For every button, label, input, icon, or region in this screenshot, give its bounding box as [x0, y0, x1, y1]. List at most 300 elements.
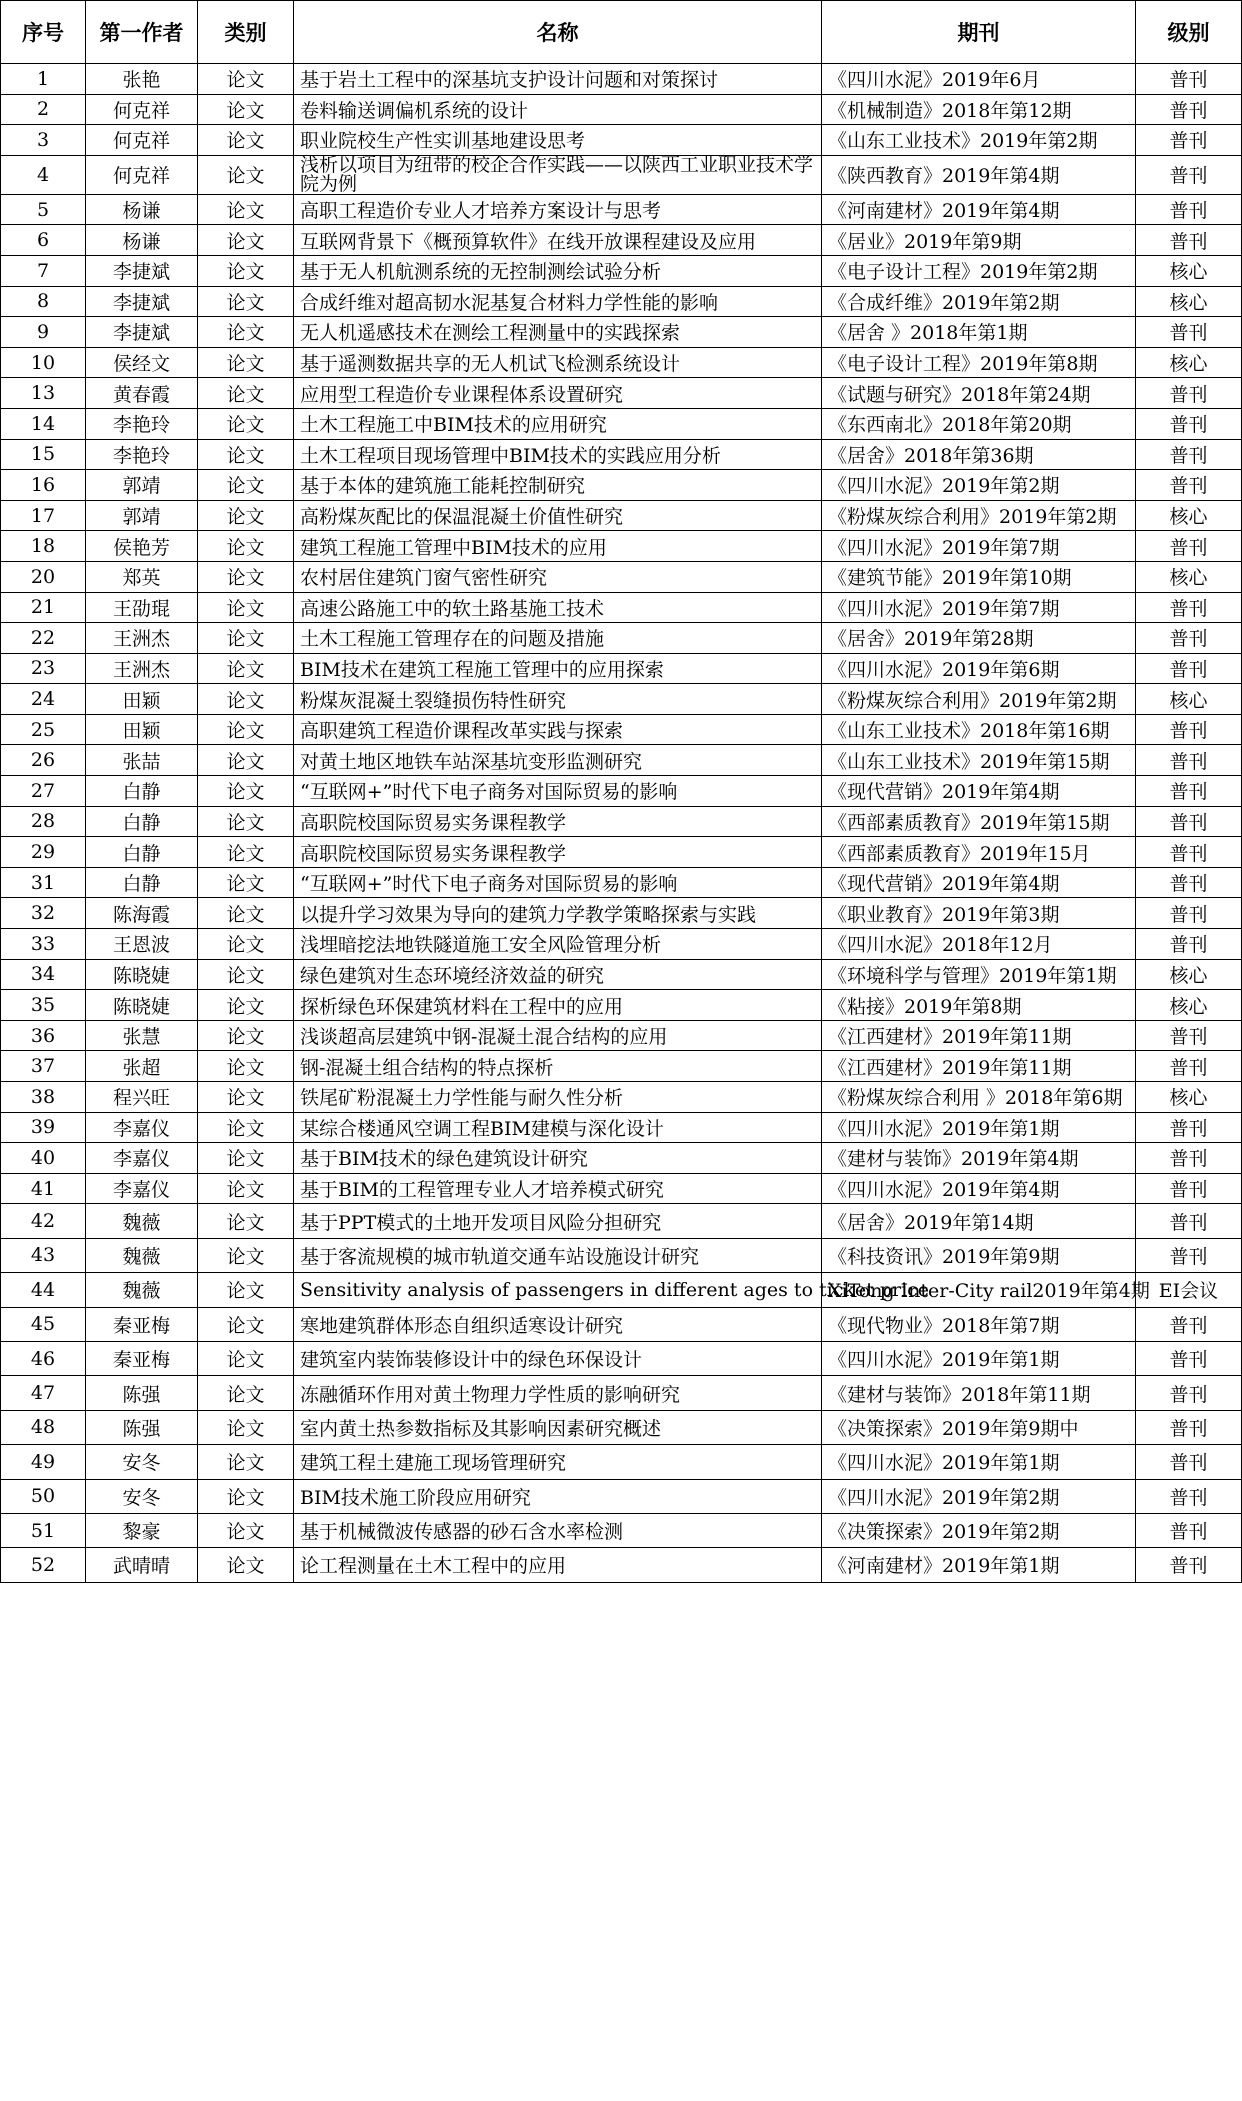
cell-title: 高速公路施工中的软土路基施工技术 [294, 592, 822, 623]
cell-level: 普刊 [1136, 194, 1242, 225]
cell-level: 普刊 [1136, 1445, 1242, 1479]
cell-level: 核心 [1136, 959, 1242, 990]
cell-index: 47 [1, 1376, 86, 1410]
cell-journal: 《四川水泥》2019年第4期 [822, 1173, 1136, 1204]
cell-journal: 《粉煤灰综合利用》2019年第2期 [822, 684, 1136, 715]
cell-category: 论文 [198, 1082, 294, 1113]
cell-category: 论文 [198, 1479, 294, 1513]
cell-journal: 《四川水泥》2018年12月 [822, 929, 1136, 960]
cell-level: 普刊 [1136, 125, 1242, 156]
cell-title: 基于BIM的工程管理专业人才培养模式研究 [294, 1173, 822, 1204]
cell-level: 普刊 [1136, 1548, 1242, 1582]
cell-title: 寒地建筑群体形态自组织适寒设计研究 [294, 1307, 822, 1341]
cell-index: 38 [1, 1082, 86, 1113]
cell-first-author: 何克祥 [86, 155, 198, 194]
cell-category: 论文 [198, 1143, 294, 1174]
cell-category: 论文 [198, 745, 294, 776]
cell-index: 35 [1, 990, 86, 1021]
cell-title: 基于客流规模的城市轨道交通车站设施设计研究 [294, 1238, 822, 1272]
cell-category: 论文 [198, 1238, 294, 1272]
cell-title: 合成纤维对超高韧水泥基复合材料力学性能的影响 [294, 286, 822, 317]
cell-first-author: 黄春霞 [86, 378, 198, 409]
cell-category: 论文 [198, 1376, 294, 1410]
cell-index: 4 [1, 155, 86, 194]
header-level: 级别 [1136, 1, 1242, 64]
cell-first-author: 安冬 [86, 1479, 198, 1513]
table-row [1, 1143, 1242, 1174]
table-row [1, 1307, 1242, 1341]
table-row [1, 1112, 1242, 1143]
cell-journal: 《西部素质教育》2019年第15期 [822, 806, 1136, 837]
cell-category: 论文 [198, 714, 294, 745]
cell-journal: 《四川水泥》2019年第6期 [822, 653, 1136, 684]
cell-first-author: 郭靖 [86, 470, 198, 501]
cell-title: 论工程测量在土木工程中的应用 [294, 1548, 822, 1582]
table-row [1, 1479, 1242, 1513]
cell-level: 普刊 [1136, 1143, 1242, 1174]
cell-journal: 《山东工业技术》2019年第2期 [822, 125, 1136, 156]
table-row [1, 500, 1242, 531]
cell-index: 52 [1, 1548, 86, 1582]
cell-category: 论文 [198, 898, 294, 929]
cell-level: 核心 [1136, 684, 1242, 715]
cell-title: 建筑室内装饰装修设计中的绿色环保设计 [294, 1341, 822, 1375]
cell-first-author: 杨谦 [86, 194, 198, 225]
cell-journal: 《四川水泥》2019年第2期 [822, 470, 1136, 501]
cell-index: 6 [1, 225, 86, 256]
cell-level: 普刊 [1136, 1513, 1242, 1547]
cell-title: Sensitivity analysis of passengers in different ages to ticket price [294, 1273, 822, 1307]
cell-index: 45 [1, 1307, 86, 1341]
cell-level: 普刊 [1136, 225, 1242, 256]
cell-level: 普刊 [1136, 898, 1242, 929]
cell-index: 13 [1, 378, 86, 409]
cell-level: 普刊 [1136, 64, 1242, 95]
cell-journal: 《四川水泥》2019年第1期 [822, 1445, 1136, 1479]
cell-level: 普刊 [1136, 867, 1242, 898]
cell-first-author: 郑英 [86, 561, 198, 592]
cell-journal: 《四川水泥》2019年第1期 [822, 1341, 1136, 1375]
cell-category: 论文 [198, 929, 294, 960]
cell-first-author: 郭靖 [86, 500, 198, 531]
cell-category: 论文 [198, 1548, 294, 1582]
cell-index: 48 [1, 1410, 86, 1444]
cell-journal: 《决策探索》2019年第9期中 [822, 1410, 1136, 1444]
table-row [1, 439, 1242, 470]
cell-first-author: 侯艳芳 [86, 531, 198, 562]
header-first-author: 第一作者 [86, 1, 198, 64]
cell-category: 论文 [198, 653, 294, 684]
cell-level: 核心 [1136, 1082, 1242, 1113]
cell-first-author: 田颖 [86, 684, 198, 715]
cell-level: 普刊 [1136, 806, 1242, 837]
cell-title: 探析绿色环保建筑材料在工程中的应用 [294, 990, 822, 1021]
cell-journal: 《电子设计工程》2019年第8期 [822, 347, 1136, 378]
cell-first-author: 武晴晴 [86, 1548, 198, 1582]
cell-level: 核心 [1136, 500, 1242, 531]
cell-index: 39 [1, 1112, 86, 1143]
cell-first-author: 李捷斌 [86, 286, 198, 317]
cell-level: 普刊 [1136, 1173, 1242, 1204]
cell-level: 普刊 [1136, 408, 1242, 439]
cell-category: 论文 [198, 867, 294, 898]
table-row [1, 714, 1242, 745]
table-row [1, 155, 1242, 194]
cell-level: 普刊 [1136, 439, 1242, 470]
cell-index: 40 [1, 1143, 86, 1174]
cell-category: 论文 [198, 439, 294, 470]
cell-first-author: 陈海霞 [86, 898, 198, 929]
table-row [1, 317, 1242, 348]
cell-level: 普刊 [1136, 776, 1242, 807]
table-row [1, 623, 1242, 654]
table-row [1, 867, 1242, 898]
cell-first-author: 陈强 [86, 1376, 198, 1410]
cell-category: 论文 [198, 1307, 294, 1341]
cell-level: 普刊 [1136, 745, 1242, 776]
cell-index: 24 [1, 684, 86, 715]
cell-first-author: 李捷斌 [86, 255, 198, 286]
cell-journal: 《河南建材》2019年第4期 [822, 194, 1136, 225]
cell-level: 普刊 [1136, 1238, 1242, 1272]
cell-level: 普刊 [1136, 592, 1242, 623]
cell-first-author: 侯经文 [86, 347, 198, 378]
cell-category: 论文 [198, 378, 294, 409]
cell-level: 普刊 [1136, 1112, 1242, 1143]
cell-level: 普刊 [1136, 155, 1242, 194]
cell-first-author: 李捷斌 [86, 317, 198, 348]
cell-title: 基于本体的建筑施工能耗控制研究 [294, 470, 822, 501]
table-row [1, 1376, 1242, 1410]
cell-index: 26 [1, 745, 86, 776]
cell-title: 冻融循环作用对黄土物理力学性质的影响研究 [294, 1376, 822, 1410]
cell-journal: 《试题与研究》2018年第24期 [822, 378, 1136, 409]
cell-journal: 《四川水泥》2019年第1期 [822, 1112, 1136, 1143]
cell-level: 普刊 [1136, 714, 1242, 745]
cell-category: 论文 [198, 806, 294, 837]
table-row [1, 94, 1242, 125]
cell-first-author: 白静 [86, 776, 198, 807]
cell-journal: 《西部素质教育》2019年15月 [822, 837, 1136, 868]
cell-index: 41 [1, 1173, 86, 1204]
cell-first-author: 程兴旺 [86, 1082, 198, 1113]
table-row [1, 561, 1242, 592]
cell-category: 论文 [198, 1204, 294, 1238]
cell-journal: 《职业教育》2019年第3期 [822, 898, 1136, 929]
cell-first-author: 白静 [86, 867, 198, 898]
cell-category: 论文 [198, 347, 294, 378]
table-row [1, 745, 1242, 776]
cell-index: 2 [1, 94, 86, 125]
cell-index: 42 [1, 1204, 86, 1238]
header-index: 序号 [1, 1, 86, 64]
table-row [1, 255, 1242, 286]
cell-title: 建筑工程施工管理中BIM技术的应用 [294, 531, 822, 562]
table-row [1, 1204, 1242, 1238]
cell-category: 论文 [198, 408, 294, 439]
cell-title: 高职建筑工程造价课程改革实践与探索 [294, 714, 822, 745]
cell-title: 浅埋暗挖法地铁隧道施工安全风险管理分析 [294, 929, 822, 960]
cell-title: 无人机遥感技术在测绘工程测量中的实践探索 [294, 317, 822, 348]
cell-index: 34 [1, 959, 86, 990]
cell-index: 46 [1, 1341, 86, 1375]
cell-journal: 《山东工业技术》2018年第16期 [822, 714, 1136, 745]
table-row [1, 286, 1242, 317]
cell-journal: 《山东工业技术》2019年第15期 [822, 745, 1136, 776]
cell-journal: 《机械制造》2018年第12期 [822, 94, 1136, 125]
cell-category: 论文 [198, 155, 294, 194]
cell-first-author: 张艳 [86, 64, 198, 95]
cell-level: 核心 [1136, 286, 1242, 317]
cell-journal: 《四川水泥》2019年第7期 [822, 531, 1136, 562]
cell-category: 论文 [198, 592, 294, 623]
table-row [1, 1548, 1242, 1582]
cell-title: 互联网背景下《概预算软件》在线开放课程建设及应用 [294, 225, 822, 256]
header-title: 名称 [294, 1, 822, 64]
cell-title: 铁尾矿粉混凝土力学性能与耐久性分析 [294, 1082, 822, 1113]
cell-index: 50 [1, 1479, 86, 1513]
cell-index: 29 [1, 837, 86, 868]
cell-category: 论文 [198, 317, 294, 348]
cell-journal: 《居舍》2019年第28期 [822, 623, 1136, 654]
table-row [1, 194, 1242, 225]
cell-first-author: 李艳玲 [86, 408, 198, 439]
cell-index: 51 [1, 1513, 86, 1547]
cell-index: 32 [1, 898, 86, 929]
cell-index: 33 [1, 929, 86, 960]
cell-level: 核心 [1136, 990, 1242, 1021]
cell-journal: 《河南建材》2019年第1期 [822, 1548, 1136, 1582]
cell-category: 论文 [198, 776, 294, 807]
cell-category: 论文 [198, 255, 294, 286]
cell-first-author: 魏薇 [86, 1238, 198, 1272]
table-row [1, 592, 1242, 623]
table-row [1, 1273, 1242, 1307]
cell-title: 室内黄土热参数指标及其影响因素研究概述 [294, 1410, 822, 1444]
cell-first-author: 白静 [86, 837, 198, 868]
cell-first-author: 秦亚梅 [86, 1341, 198, 1375]
table-row [1, 408, 1242, 439]
cell-first-author: 张慧 [86, 1020, 198, 1051]
cell-first-author: 王洲杰 [86, 623, 198, 654]
cell-journal: 《建材与装饰》2019年第4期 [822, 1143, 1136, 1174]
cell-level: 普刊 [1136, 1051, 1242, 1082]
cell-journal: 《四川水泥》2019年第7期 [822, 592, 1136, 623]
cell-index: 31 [1, 867, 86, 898]
cell-journal: 《居舍》2018年第36期 [822, 439, 1136, 470]
cell-first-author: 王恩波 [86, 929, 198, 960]
cell-index: 15 [1, 439, 86, 470]
table-row [1, 1082, 1242, 1113]
cell-category: 论文 [198, 1273, 294, 1307]
cell-category: 论文 [198, 1051, 294, 1082]
cell-journal: 《现代物业》2018年第7期 [822, 1307, 1136, 1341]
cell-first-author: 张超 [86, 1051, 198, 1082]
cell-journal: 《粘接》2019年第8期 [822, 990, 1136, 1021]
cell-index: 43 [1, 1238, 86, 1272]
table-row [1, 837, 1242, 868]
header-category: 类别 [198, 1, 294, 64]
cell-index: 17 [1, 500, 86, 531]
table-row [1, 1020, 1242, 1051]
cell-journal: 《环境科学与管理》2019年第1期 [822, 959, 1136, 990]
cell-level: 普刊 [1136, 837, 1242, 868]
cell-index: 25 [1, 714, 86, 745]
cell-title: BIM技术施工阶段应用研究 [294, 1479, 822, 1513]
cell-title: 基于BIM技术的绿色建筑设计研究 [294, 1143, 822, 1174]
cell-level: EI会议 [1136, 1273, 1242, 1307]
table-row [1, 959, 1242, 990]
cell-first-author: 陈晓婕 [86, 990, 198, 1021]
cell-title: 高职院校国际贸易实务课程教学 [294, 806, 822, 837]
cell-category: 论文 [198, 531, 294, 562]
cell-category: 论文 [198, 125, 294, 156]
cell-title: 高职工程造价专业人才培养方案设计与思考 [294, 194, 822, 225]
cell-journal: 《现代营销》2019年第4期 [822, 776, 1136, 807]
cell-title: 农村居住建筑门窗气密性研究 [294, 561, 822, 592]
cell-journal: 《东西南北》2018年第20期 [822, 408, 1136, 439]
cell-first-author: 何克祥 [86, 94, 198, 125]
table-row [1, 125, 1242, 156]
table-row [1, 470, 1242, 501]
cell-title: 以提升学习效果为导向的建筑力学教学策略探索与实践 [294, 898, 822, 929]
cell-first-author: 李嘉仪 [86, 1173, 198, 1204]
cell-journal: 《居舍 》2018年第1期 [822, 317, 1136, 348]
cell-journal: 《现代营销》2019年第4期 [822, 867, 1136, 898]
cell-category: 论文 [198, 1410, 294, 1444]
cell-journal: 《电子设计工程》2019年第2期 [822, 255, 1136, 286]
cell-index: 23 [1, 653, 86, 684]
table-body [1, 64, 1242, 1583]
cell-title: 浅谈超高层建筑中钢-混凝土混合结构的应用 [294, 1020, 822, 1051]
cell-level: 普刊 [1136, 929, 1242, 960]
cell-index: 5 [1, 194, 86, 225]
cell-category: 论文 [198, 959, 294, 990]
cell-title: 基于岩土工程中的深基坑支护设计问题和对策探讨 [294, 64, 822, 95]
cell-category: 论文 [198, 225, 294, 256]
cell-index: 3 [1, 125, 86, 156]
cell-index: 14 [1, 408, 86, 439]
cell-title: 钢-混凝土组合结构的特点探析 [294, 1051, 822, 1082]
cell-first-author: 田颖 [86, 714, 198, 745]
cell-index: 37 [1, 1051, 86, 1082]
cell-title: 土木工程施工管理存在的问题及措施 [294, 623, 822, 654]
cell-journal: 《居舍》2019年第14期 [822, 1204, 1136, 1238]
cell-category: 论文 [198, 1173, 294, 1204]
cell-first-author: 黎豪 [86, 1513, 198, 1547]
table-row [1, 1341, 1242, 1375]
cell-title: 基于遥测数据共享的无人机试飞检测系统设计 [294, 347, 822, 378]
cell-first-author: 秦亚梅 [86, 1307, 198, 1341]
table-row [1, 1513, 1242, 1547]
cell-journal: 《合成纤维》2019年第2期 [822, 286, 1136, 317]
table-row [1, 531, 1242, 562]
cell-title: 对黄土地区地铁车站深基坑变形监测研究 [294, 745, 822, 776]
cell-journal: 《粉煤灰综合利用》2019年第2期 [822, 500, 1136, 531]
cell-level: 普刊 [1136, 1307, 1242, 1341]
cell-title: 浅析以项目为纽带的校企合作实践——以陕西工业职业技术学院为例 [294, 155, 822, 194]
cell-title: 基于无人机航测系统的无控制测绘试验分析 [294, 255, 822, 286]
cell-journal: 《粉煤灰综合利用 》2018年第6期 [822, 1082, 1136, 1113]
cell-category: 论文 [198, 1020, 294, 1051]
cell-level: 普刊 [1136, 623, 1242, 654]
cell-level: 普刊 [1136, 1376, 1242, 1410]
cell-title: “互联网+”时代下电子商务对国际贸易的影响 [294, 776, 822, 807]
cell-category: 论文 [198, 684, 294, 715]
cell-first-author: 杨谦 [86, 225, 198, 256]
cell-level: 核心 [1136, 347, 1242, 378]
table-row [1, 347, 1242, 378]
cell-category: 论文 [198, 561, 294, 592]
cell-level: 普刊 [1136, 1410, 1242, 1444]
cell-title: 建筑工程土建施工现场管理研究 [294, 1445, 822, 1479]
cell-journal: 《科技资讯》2019年第9期 [822, 1238, 1136, 1272]
cell-level: 普刊 [1136, 1341, 1242, 1375]
cell-journal: 《居业》2019年第9期 [822, 225, 1136, 256]
cell-index: 16 [1, 470, 86, 501]
table-row [1, 1410, 1242, 1444]
table-row [1, 225, 1242, 256]
table-row [1, 1173, 1242, 1204]
cell-level: 核心 [1136, 561, 1242, 592]
cell-index: 20 [1, 561, 86, 592]
table-row [1, 806, 1242, 837]
cell-journal: 《建筑节能》2019年第10期 [822, 561, 1136, 592]
cell-journal: 《决策探索》2019年第2期 [822, 1513, 1136, 1547]
table-row [1, 898, 1242, 929]
cell-first-author: 王洲杰 [86, 653, 198, 684]
cell-journal: 《陕西教育》2019年第4期 [822, 155, 1136, 194]
cell-level: 普刊 [1136, 317, 1242, 348]
cell-title: 某综合楼通风空调工程BIM建模与深化设计 [294, 1112, 822, 1143]
table-row [1, 653, 1242, 684]
cell-first-author: 张喆 [86, 745, 198, 776]
cell-first-author: 何克祥 [86, 125, 198, 156]
cell-index: 49 [1, 1445, 86, 1479]
cell-level: 普刊 [1136, 653, 1242, 684]
cell-journal: 《四川水泥》2019年6月 [822, 64, 1136, 95]
cell-level: 普刊 [1136, 1020, 1242, 1051]
table-row [1, 1445, 1242, 1479]
cell-title: 高粉煤灰配比的保温混凝土价值性研究 [294, 500, 822, 531]
cell-index: 36 [1, 1020, 86, 1051]
cell-first-author: 陈晓婕 [86, 959, 198, 990]
cell-title: “互联网+”时代下电子商务对国际贸易的影响 [294, 867, 822, 898]
cell-category: 论文 [198, 64, 294, 95]
cell-index: 9 [1, 317, 86, 348]
cell-title: 职业院校生产性实训基地建设思考 [294, 125, 822, 156]
cell-title: 卷料输送调偏机系统的设计 [294, 94, 822, 125]
table-header-row [1, 1, 1242, 64]
cell-level: 普刊 [1136, 1479, 1242, 1513]
cell-index: 27 [1, 776, 86, 807]
cell-journal: XiTong Inter-City rail2019年第4期 [822, 1273, 1136, 1307]
cell-level: 普刊 [1136, 531, 1242, 562]
cell-title: BIM技术在建筑工程施工管理中的应用探索 [294, 653, 822, 684]
cell-index: 21 [1, 592, 86, 623]
cell-first-author: 魏薇 [86, 1273, 198, 1307]
cell-category: 论文 [198, 94, 294, 125]
cell-level: 核心 [1136, 255, 1242, 286]
cell-first-author: 魏薇 [86, 1204, 198, 1238]
cell-category: 论文 [198, 837, 294, 868]
cell-index: 7 [1, 255, 86, 286]
cell-index: 8 [1, 286, 86, 317]
cell-category: 论文 [198, 500, 294, 531]
cell-category: 论文 [198, 623, 294, 654]
cell-title: 基于机械微波传感器的砂石含水率检测 [294, 1513, 822, 1547]
cell-level: 普刊 [1136, 470, 1242, 501]
